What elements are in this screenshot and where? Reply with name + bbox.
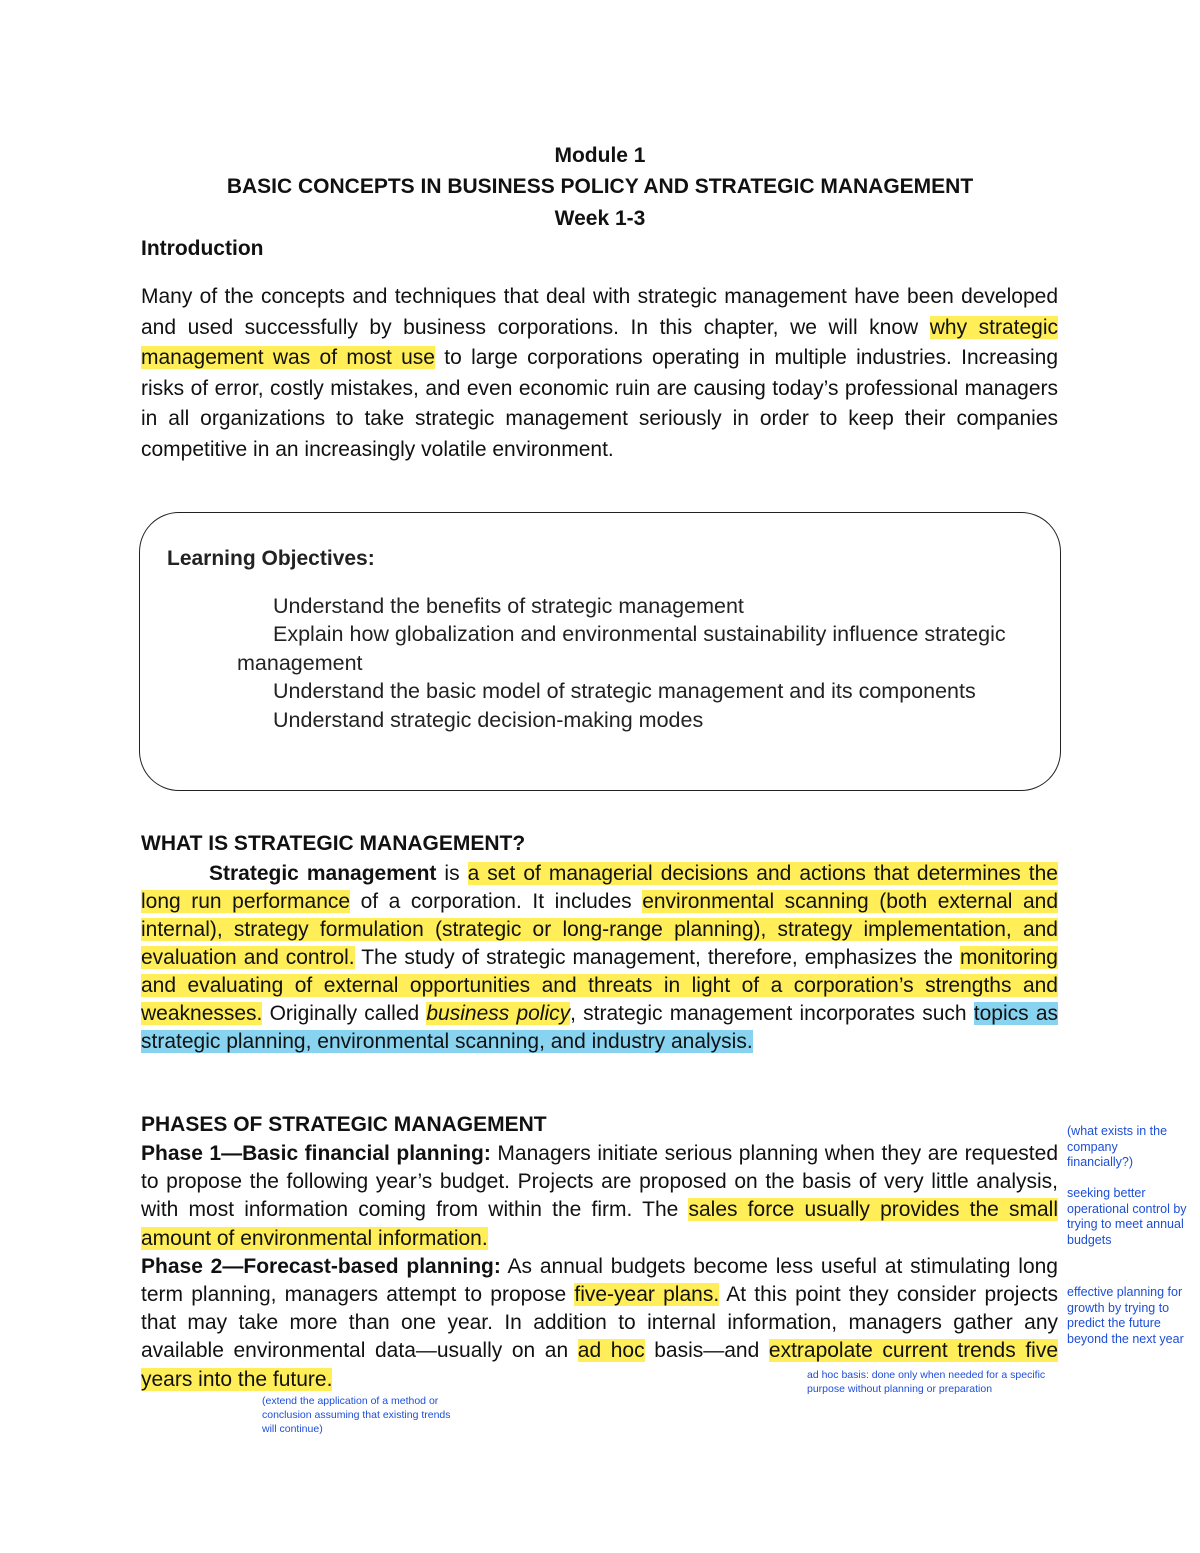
intro-text-2: to large corporations operating in multiple industries. Increasing risks of error, costly mistakes, and even economic ruin are causing today’s professional managers in all organizations to take strategic management seriously in order to keep their companies competitive in an increasingly volatile environment. [141,346,1058,461]
what-text: , strategic management incorporates such [570,1002,974,1025]
annotation-note: (extend the application of a method or conclusion assuming that existing trends will continue) [262,1395,451,1435]
phase-text: At this point they consider projects that may take more than one year. In addition to internal information, managers gather any available environmental data—usually on an [141,1283,1058,1363]
objective-item: Understand strategic decision-making modes [273,707,704,732]
what-paragraph [141,860,1058,1056]
phase-text: basis—and [644,1339,769,1363]
annotation-note: effective planning for growth by trying to predict the future beyond the next year [1067,1285,1184,1346]
phase-1-label: Phase 1—Basic financial planning: [141,1142,491,1165]
what-highlight: monitoring and evaluating of external opportunities and threats in light of a corporation’s strengths and weaknesses. [141,946,1058,1025]
intro-heading: Introduction [141,237,264,260]
phases-paragraph [141,1140,1058,1394]
what-highlight: a set of managerial decisions and actions that determines the long run performance [141,862,1058,913]
what-highlight-business-policy: business policy [426,1002,571,1025]
what-text: The study of strategic management, therefore, emphasizes the [354,946,960,969]
phase-highlight: sales force usually provides the small amount of environmental information. [141,1198,1058,1250]
what-highlight-blue: topics as strategic planning, environmental scanning, and industry analysis. [141,1002,1059,1053]
annotation-note: seeking better operational control by trying to meet annual budgets [1067,1186,1187,1247]
what-text: of a corporation. It includes [350,890,643,913]
phase-text: As annual budgets become less useful at stimulating long term planning, managers attempt to propose [141,1254,1058,1307]
phases-heading: PHASES OF STRATEGIC MANAGEMENT [141,1113,547,1136]
what-text: Originally called [262,1002,427,1025]
intro-text-1: Many of the concepts and techniques that deal with strategic management have been developed and used successfully by business corporations. In this chapter, we will know [141,285,1058,339]
intro-highlight: why strategic management was of most use [141,315,1058,370]
intro-paragraph [141,282,1058,466]
objectives-list [237,592,1017,734]
phase-2-label: Phase 2—Forecast-based planning: [141,1254,501,1278]
phase-highlight: five-year plans. [574,1283,720,1307]
objectives-title: Learning Objectives: [167,547,375,570]
phase-highlight: ad hoc [577,1339,645,1363]
what-heading: WHAT IS STRATEGIC MANAGEMENT? [141,832,526,855]
objective-item: Explain how globalization and environmental sustainability influence strategic management [237,622,1006,675]
term-strategic-management: Strategic management [209,862,437,885]
annotation-note: (what exists in the company financially?) [1067,1124,1168,1169]
what-text: is [436,862,468,885]
objective-item: Understand the benefits of strategic management [273,594,744,618]
module-label: Module 1 [554,144,646,167]
annotation-note: ad hoc basis: done only when needed for a specific purpose without planning or preparation [807,1369,1046,1395]
phase-text: Managers initiate serious planning when they are requested to propose the following year’s budget. Projects are proposed on the basis of very little analysis, with most information coming from within the firm. The [141,1142,1059,1222]
weeks-label: Week 1-3 [554,207,646,230]
what-highlight: environmental scanning (both external and internal), strategy formulation (strategic or long-range planning), strategy implementation, and evaluation and control. [141,890,1059,969]
phase-highlight: extrapolate current trends five years into the future. [141,1339,1059,1391]
document-title: BASIC CONCEPTS IN BUSINESS POLICY AND STRATEGIC MANAGEMENT [226,175,974,198]
objective-item: Understand the basic model of strategic management and its components [273,679,976,704]
